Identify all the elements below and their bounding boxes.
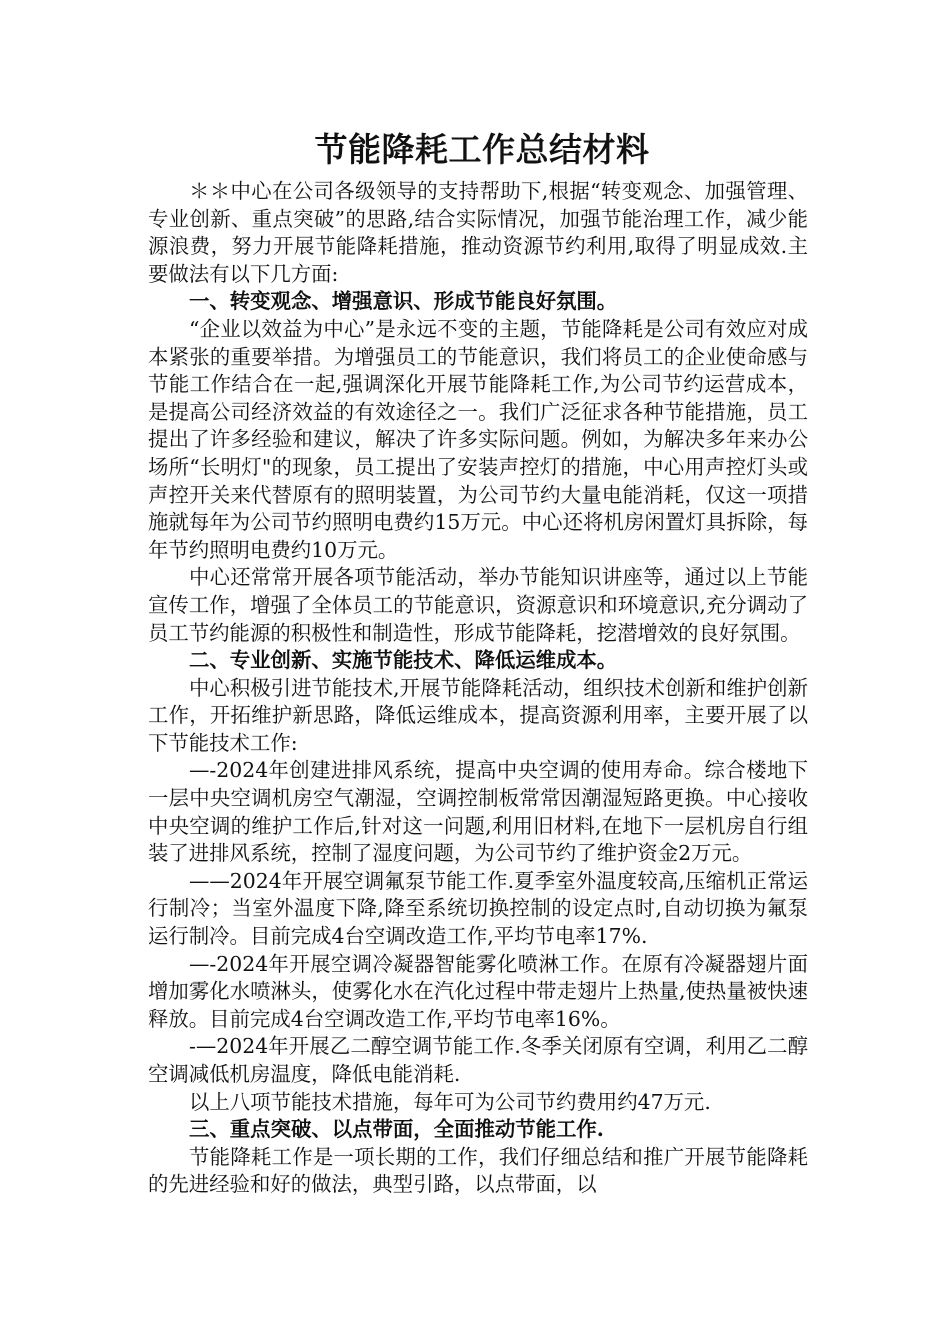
body-paragraph: -—2024年开展乙二醇空调节能工作.冬季关闭原有空调，利用乙二醇空调减低机房温度，降低电能消耗. <box>148 1034 808 1086</box>
body-paragraph: 中心还常常开展各项节能活动，举办节能知识讲座等，通过以上节能宣传工作，增强了全体员工的节能意识，资源意识和环境意识,充分调动了员工节约能源的积极性和制造性，形成节能降耗，挖潜增效的良好氛围。 <box>148 565 808 645</box>
body-paragraph: 以上八项节能技术措施，每年可为公司节约费用约47万元. <box>189 1089 711 1114</box>
document-body <box>148 126 808 1199</box>
section-heading-2: 二、专业创新、实施节能技术、降低运维成本。 <box>189 648 618 673</box>
body-paragraph: —-2024年开展空调冷凝器智能雾化喷淋工作。在原有冷凝器翅片面增加雾化水喷淋头，使雾化水在汽化过程中带走翅片上热量,使热量被快速释放。目前完成4台空调改造工作,平均节电率16%。 <box>148 951 808 1031</box>
section-heading-3: 三、重点突破、以点带面，全面推动节能工作. <box>189 1117 604 1142</box>
body-paragraph: —-2024年创建进排风系统，提高中央空调的使用寿命。综合楼地下一层中央空调机房空气潮湿，空调控制板常常因潮湿短路更换。中心接收中央空调的维护工作后,针对这一问题,利用旧材料,在地下一层机房自行组装了进排风系统，控制了湿度问题，为公司节约了维护资金2万元。 <box>148 758 808 866</box>
body-paragraph: ——2024年开展空调氟泵节能工作.夏季室外温度较高,压缩机正常运行制冷；当室外温度下降,降至系统切换控制的设定点时,自动切换为氟泵运行制冷。目前完成4台空调改造工作,平均节电率17%. <box>148 868 808 949</box>
section-heading-1: 一、转变观念、增强意识、形成节能良好氛围。 <box>189 289 618 314</box>
intro-paragraph: ＊＊中心在公司各级领导的支持帮助下,根据“转变观念、加强管理、专业创新、重点突破”的思路,结合实际情况，加强节能治理工作，减少能源浪费，努力开展节能降耗措施，推动资源节约利用,取得了明显成效.主要做法有以下几方面: <box>148 179 808 286</box>
body-paragraph: 节能降耗工作是一项长期的工作，我们仔细总结和推广开展节能降耗的先进经验和好的做法，典型引路，以点带面，以 <box>148 1144 808 1197</box>
body-paragraph: 中心积极引进节能技术,开展节能降耗活动，组织技术创新和维护创新工作，开拓维护新思路，降低运维成本，提高资源利用率，主要开展了以下节能技术工作: <box>148 675 808 755</box>
body-paragraph: “企业以效益为中心”是永远不变的主题，节能降耗是公司有效应对成本紧张的重要举措。为增强员工的节能意识，我们将员工的企业使命感与节能工作结合在一起,强调深化开展节能降耗工作,为公司节约运营成本，是提高公司经济效益的有效途径之一。我们广泛征求各种节能措施，员工提出了许多经验和建议，解决了许多实际问题。例如，为解决多年来办公场所“长明灯"的现象，员工提出了安装声控灯的措施，中心用声控灯头或声控开关来代替原有的照明装置，为公司节约大量电能消耗，仅这一项措施就每年为公司节约照明电费约15万元。中心还将机房闲置灯具拆除，每年节约照明电费约10万元。 <box>148 316 808 562</box>
document-title: 节能降耗工作总结材料 <box>314 130 650 169</box>
